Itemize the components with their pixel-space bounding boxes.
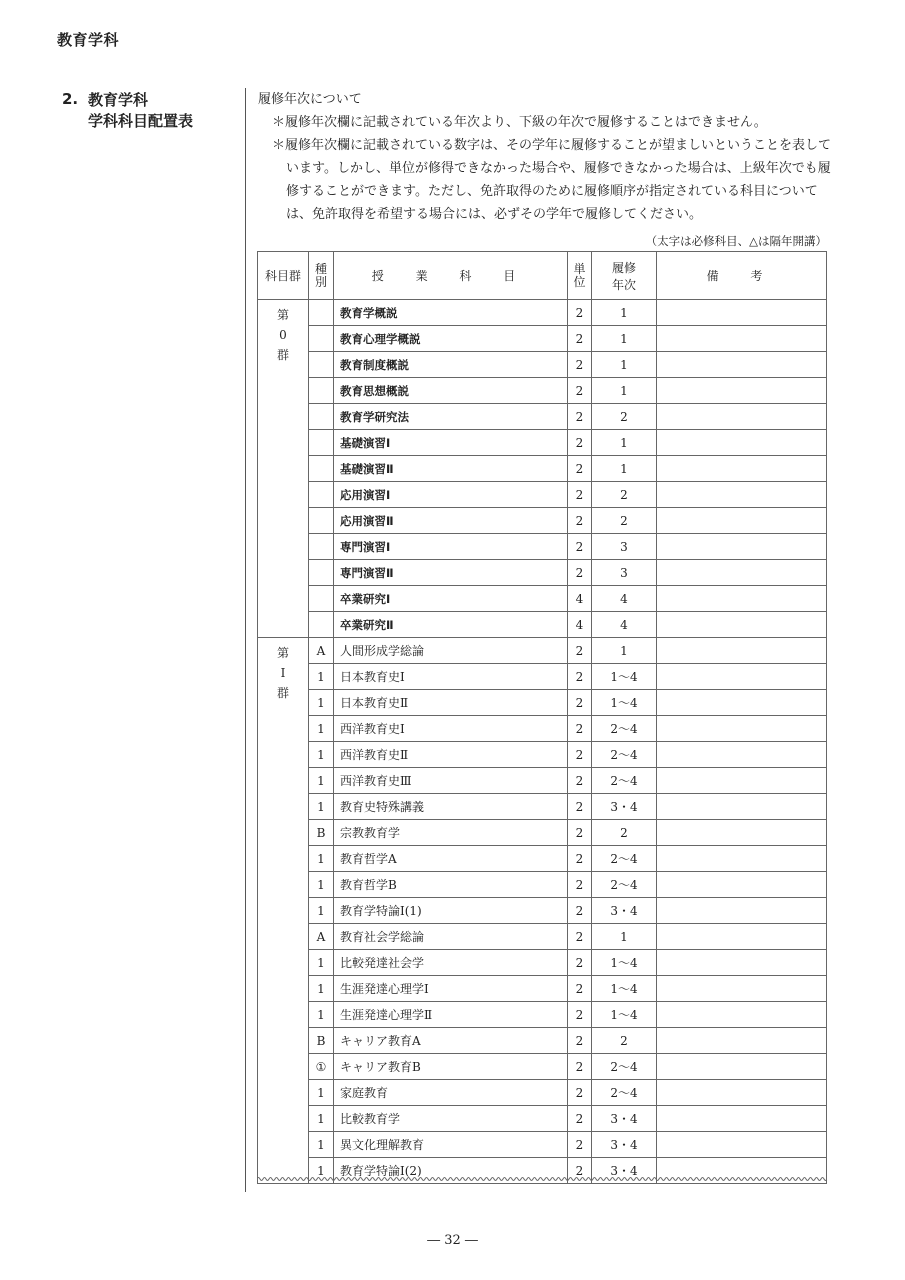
table-row <box>258 1028 827 1054</box>
type-cell <box>309 534 334 560</box>
remarks-cell <box>657 300 827 326</box>
subject-cell: 基礎演習Ⅱ <box>334 456 568 482</box>
subject-cell: 教育制度概説 <box>334 352 568 378</box>
type-cell: 1 <box>309 768 334 794</box>
unit-cell: 2 <box>568 1132 592 1158</box>
header-type-char2: 別 <box>315 274 328 289</box>
table-row <box>258 898 827 924</box>
type-cell: 1 <box>309 872 334 898</box>
type-cell <box>309 482 334 508</box>
remarks-cell <box>657 326 827 352</box>
type-cell: 1 <box>309 664 334 690</box>
year-cell: 3 <box>592 560 657 586</box>
year-cell: 3・4 <box>592 794 657 820</box>
year-cell: 1～4 <box>592 976 657 1002</box>
table-row <box>258 768 827 794</box>
remarks-cell <box>657 482 827 508</box>
remarks-cell <box>657 1106 827 1132</box>
header-type-char1: 種 <box>315 261 328 276</box>
remarks-cell <box>657 794 827 820</box>
unit-cell: 2 <box>568 742 592 768</box>
type-cell <box>309 508 334 534</box>
year-cell: 1～4 <box>592 664 657 690</box>
unit-cell: 4 <box>568 586 592 612</box>
unit-cell: 2 <box>568 1106 592 1132</box>
header-subject-label: 授 業 科 目 <box>371 269 530 283</box>
table-row <box>258 534 827 560</box>
group-label-char: 群 <box>276 348 289 362</box>
table-row <box>258 300 827 326</box>
year-cell: 2～4 <box>592 1054 657 1080</box>
unit-cell: 2 <box>568 1002 592 1028</box>
section-title-line1: 教育学科 <box>88 91 149 109</box>
subject-cell: 教育学概説 <box>334 300 568 326</box>
table-row <box>258 716 827 742</box>
group-label-char: 群 <box>276 686 289 700</box>
table-row <box>258 1106 827 1132</box>
unit-cell: 2 <box>568 300 592 326</box>
table-row <box>258 1132 827 1158</box>
unit-cell: 2 <box>568 898 592 924</box>
remarks-cell <box>657 456 827 482</box>
header-unit <box>568 252 592 300</box>
type-cell <box>309 378 334 404</box>
remarks-cell <box>657 950 827 976</box>
remarks-cell <box>657 430 827 456</box>
table-header-row <box>258 252 827 300</box>
year-cell: 4 <box>592 586 657 612</box>
year-cell: 2～4 <box>592 768 657 794</box>
year-cell: 3・4 <box>592 1132 657 1158</box>
table-row <box>258 612 827 638</box>
table-row <box>258 872 827 898</box>
subject-cell: 家庭教育 <box>334 1080 568 1106</box>
type-cell: 1 <box>309 898 334 924</box>
subject-cell: 教育学研究法 <box>334 404 568 430</box>
unit-cell: 2 <box>568 456 592 482</box>
department-header: 教育学科 <box>57 31 120 49</box>
unit-cell: 2 <box>568 950 592 976</box>
table-row <box>258 378 827 404</box>
unit-cell: 2 <box>568 976 592 1002</box>
type-cell: B <box>309 1028 334 1054</box>
remarks-cell <box>657 1132 827 1158</box>
subject-cell: 西洋教育史Ⅰ <box>334 716 568 742</box>
unit-cell: 2 <box>568 1054 592 1080</box>
subject-cell: 教育社会学総論 <box>334 924 568 950</box>
vertical-divider <box>245 88 246 1192</box>
year-cell: 3・4 <box>592 1158 657 1184</box>
year-cell: 2 <box>592 404 657 430</box>
unit-cell: 2 <box>568 1080 592 1106</box>
year-cell: 1～4 <box>592 1002 657 1028</box>
header-year-line1: 履修 <box>611 260 636 275</box>
table-row <box>258 1002 827 1028</box>
table-row <box>258 924 827 950</box>
subject-cell: 異文化理解教育 <box>334 1132 568 1158</box>
unit-cell: 2 <box>568 534 592 560</box>
remarks-cell <box>657 976 827 1002</box>
notes-block <box>258 88 838 226</box>
section-number: 2. <box>62 90 79 108</box>
year-cell: 1～4 <box>592 950 657 976</box>
table-row <box>258 1054 827 1080</box>
unit-cell: 2 <box>568 872 592 898</box>
notes-heading: 履修年次について <box>258 92 362 107</box>
subject-cell: 教育心理学概説 <box>334 326 568 352</box>
unit-cell: 2 <box>568 716 592 742</box>
type-cell: 1 <box>309 1080 334 1106</box>
type-cell <box>309 326 334 352</box>
header-year <box>592 252 657 300</box>
year-cell: 1 <box>592 924 657 950</box>
header-unit-char2: 位 <box>573 274 586 289</box>
type-cell: A <box>309 924 334 950</box>
table-body <box>258 300 827 1184</box>
subject-cell: 応用演習Ⅰ <box>334 482 568 508</box>
group-label-char: 0 <box>279 328 287 342</box>
remarks-cell <box>657 404 827 430</box>
table-continuation-wave <box>257 1176 827 1182</box>
table-row <box>258 638 827 664</box>
subject-cell: 比較発達社会学 <box>334 950 568 976</box>
unit-cell: 2 <box>568 1158 592 1184</box>
unit-cell: 2 <box>568 664 592 690</box>
type-cell <box>309 430 334 456</box>
type-cell: 1 <box>309 1158 334 1184</box>
type-cell: 1 <box>309 716 334 742</box>
remarks-cell <box>657 768 827 794</box>
year-cell: 2～4 <box>592 846 657 872</box>
unit-cell: 2 <box>568 482 592 508</box>
year-cell: 3・4 <box>592 898 657 924</box>
remarks-cell <box>657 716 827 742</box>
type-cell: 1 <box>309 976 334 1002</box>
subject-cell: 生涯発達心理学Ⅱ <box>334 1002 568 1028</box>
type-cell: 1 <box>309 1106 334 1132</box>
table-row <box>258 560 827 586</box>
subject-cell: 比較教育学 <box>334 1106 568 1132</box>
unit-cell: 2 <box>568 690 592 716</box>
subject-cell: 人間形成学総論 <box>334 638 568 664</box>
remarks-cell <box>657 612 827 638</box>
table-row <box>258 690 827 716</box>
year-cell: 2～4 <box>592 742 657 768</box>
type-cell <box>309 300 334 326</box>
remarks-cell <box>657 1028 827 1054</box>
note-item: ＊履修年次欄に記載されている年次より、下級の年次で履修することはできません。 <box>272 115 767 130</box>
subject-cell: 日本教育史Ⅰ <box>334 664 568 690</box>
year-cell: 1 <box>592 430 657 456</box>
group-label-char: Ⅰ <box>280 666 286 680</box>
group-label-cell <box>258 300 309 638</box>
year-cell: 2 <box>592 1028 657 1054</box>
curriculum-table <box>257 251 827 1184</box>
header-subject <box>334 252 568 300</box>
table-row <box>258 430 827 456</box>
subject-cell: 教育哲学A <box>334 846 568 872</box>
subject-cell: 教育史特殊講義 <box>334 794 568 820</box>
type-cell: 1 <box>309 690 334 716</box>
table-row <box>258 586 827 612</box>
year-cell: 2～4 <box>592 872 657 898</box>
remarks-cell <box>657 924 827 950</box>
type-cell: 1 <box>309 950 334 976</box>
table-legend: （太字は必修科目、△は隔年開講） <box>645 234 827 248</box>
table-row <box>258 820 827 846</box>
remarks-cell <box>657 898 827 924</box>
unit-cell: 2 <box>568 404 592 430</box>
page-number: ― 32 ― <box>427 1233 478 1248</box>
header-year-line2: 年次 <box>611 277 636 292</box>
unit-cell: 2 <box>568 560 592 586</box>
type-cell <box>309 456 334 482</box>
remarks-cell <box>657 872 827 898</box>
unit-cell: 2 <box>568 768 592 794</box>
section-title <box>88 90 193 132</box>
unit-cell: 4 <box>568 612 592 638</box>
subject-cell: 専門演習Ⅰ <box>334 534 568 560</box>
remarks-cell <box>657 1054 827 1080</box>
year-cell: 2～4 <box>592 1080 657 1106</box>
unit-cell: 2 <box>568 508 592 534</box>
header-remarks <box>657 252 827 300</box>
table-row <box>258 352 827 378</box>
type-cell: 1 <box>309 846 334 872</box>
type-cell: B <box>309 820 334 846</box>
type-cell: 1 <box>309 742 334 768</box>
table-row <box>258 794 827 820</box>
subject-cell: 生涯発達心理学Ⅰ <box>334 976 568 1002</box>
remarks-cell <box>657 508 827 534</box>
type-cell: ① <box>309 1054 334 1080</box>
year-cell: 3 <box>592 534 657 560</box>
table-row <box>258 664 827 690</box>
remarks-cell <box>657 586 827 612</box>
header-remarks-label: 備 考 <box>706 269 777 283</box>
subject-cell: キャリア教育A <box>334 1028 568 1054</box>
type-cell: 1 <box>309 794 334 820</box>
subject-cell: 教育学特論Ⅰ(2) <box>334 1158 568 1184</box>
unit-cell: 2 <box>568 326 592 352</box>
remarks-cell <box>657 846 827 872</box>
remarks-cell <box>657 820 827 846</box>
table-row <box>258 456 827 482</box>
subject-cell: 教育学特論Ⅰ(1) <box>334 898 568 924</box>
group-label-cell <box>258 638 309 1184</box>
year-cell: 2 <box>592 508 657 534</box>
subject-cell: 教育哲学B <box>334 872 568 898</box>
year-cell: 1～4 <box>592 690 657 716</box>
table-row <box>258 482 827 508</box>
type-cell <box>309 404 334 430</box>
unit-cell: 2 <box>568 378 592 404</box>
remarks-cell <box>657 378 827 404</box>
remarks-cell <box>657 742 827 768</box>
subject-cell: 卒業研究Ⅰ <box>334 586 568 612</box>
year-cell: 1 <box>592 638 657 664</box>
table-row <box>258 508 827 534</box>
subject-cell: 日本教育史Ⅱ <box>334 690 568 716</box>
type-cell <box>309 352 334 378</box>
subject-cell: 基礎演習Ⅰ <box>334 430 568 456</box>
unit-cell: 2 <box>568 794 592 820</box>
table-row <box>258 1080 827 1106</box>
type-cell <box>309 586 334 612</box>
remarks-cell <box>657 534 827 560</box>
remarks-cell <box>657 690 827 716</box>
remarks-cell <box>657 352 827 378</box>
year-cell: 2 <box>592 482 657 508</box>
remarks-cell <box>657 560 827 586</box>
type-cell <box>309 612 334 638</box>
subject-cell: キャリア教育B <box>334 1054 568 1080</box>
remarks-cell <box>657 1002 827 1028</box>
unit-cell: 2 <box>568 352 592 378</box>
remarks-cell <box>657 664 827 690</box>
year-cell: 1 <box>592 378 657 404</box>
unit-cell: 2 <box>568 820 592 846</box>
year-cell: 1 <box>592 300 657 326</box>
header-group: 科目群 <box>258 252 309 300</box>
unit-cell: 2 <box>568 924 592 950</box>
table-row <box>258 742 827 768</box>
unit-cell: 2 <box>568 430 592 456</box>
year-cell: 2 <box>592 820 657 846</box>
unit-cell: 2 <box>568 638 592 664</box>
table-row <box>258 846 827 872</box>
table-row <box>258 404 827 430</box>
unit-cell: 2 <box>568 846 592 872</box>
table-row <box>258 326 827 352</box>
header-unit-char1: 単 <box>573 261 586 276</box>
group-label-char: 第 <box>276 646 289 660</box>
subject-cell: 専門演習Ⅱ <box>334 560 568 586</box>
year-cell: 2～4 <box>592 716 657 742</box>
subject-cell: 卒業研究Ⅱ <box>334 612 568 638</box>
year-cell: 1 <box>592 352 657 378</box>
type-cell: 1 <box>309 1002 334 1028</box>
type-cell: 1 <box>309 1132 334 1158</box>
year-cell: 4 <box>592 612 657 638</box>
type-cell: A <box>309 638 334 664</box>
subject-cell: 西洋教育史Ⅱ <box>334 742 568 768</box>
section-title-line2: 学科科目配置表 <box>88 112 194 130</box>
remarks-cell <box>657 638 827 664</box>
subject-cell: 宗教教育学 <box>334 820 568 846</box>
year-cell: 3・4 <box>592 1106 657 1132</box>
group-label-char: 第 <box>276 308 289 322</box>
subject-cell: 教育思想概説 <box>334 378 568 404</box>
type-cell <box>309 560 334 586</box>
year-cell: 1 <box>592 326 657 352</box>
header-type <box>309 252 334 300</box>
note-item: ＊履修年次欄に記載されている数字は、その学年に履修することが望ましいということを表しています。しかし、単位が修得できなかった場合や、履修できなかった場合は、上級年次でも履修することができます。ただし、免許取得のために履修順序が指定されている科目については、免許取得を希望する場合には、必ずその学年で履修してください。 <box>272 138 832 222</box>
unit-cell: 2 <box>568 1028 592 1054</box>
remarks-cell <box>657 1080 827 1106</box>
year-cell: 1 <box>592 456 657 482</box>
subject-cell: 応用演習Ⅱ <box>334 508 568 534</box>
table-row <box>258 976 827 1002</box>
subject-cell: 西洋教育史Ⅲ <box>334 768 568 794</box>
table-row <box>258 950 827 976</box>
